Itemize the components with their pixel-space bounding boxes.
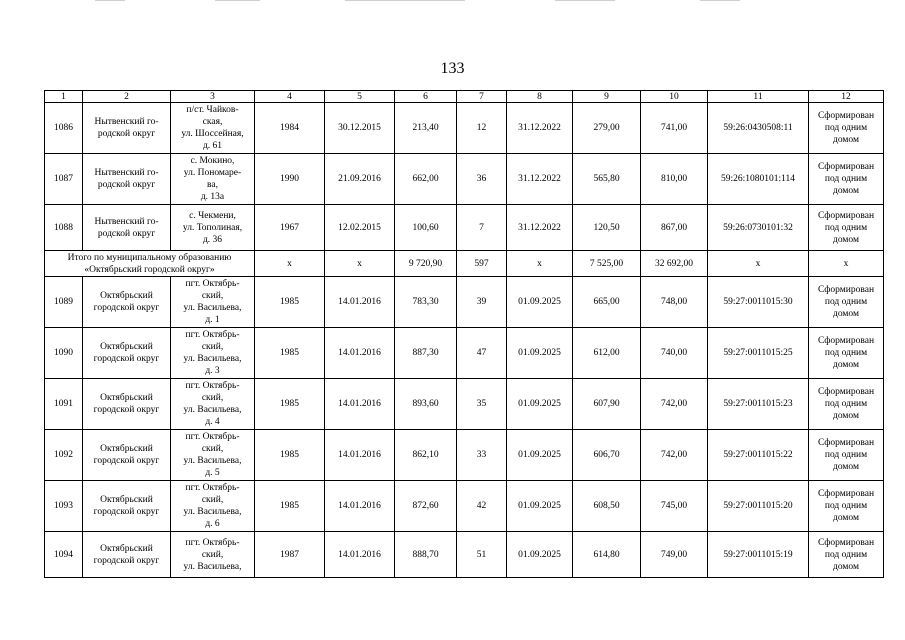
subtotal-cost: 32 692,00 xyxy=(641,251,708,277)
area-cell: 213,40 xyxy=(395,103,457,154)
date-cell: 21.09.2016 xyxy=(325,154,395,205)
year-cell: 1985 xyxy=(255,379,325,430)
column-number: 11 xyxy=(708,91,809,103)
table-row xyxy=(45,328,884,379)
subtotal-cell: x xyxy=(809,251,884,277)
table-row xyxy=(45,481,884,532)
subtotal-area: 9 720,90 xyxy=(395,251,457,277)
area-cell: 893,60 xyxy=(395,379,457,430)
address-cell: с. Мокино, ул. Пономаре- ва, д. 13а xyxy=(171,154,255,205)
column-number: 4 xyxy=(255,91,325,103)
residents-cell: 39 xyxy=(457,277,507,328)
row-number: 1092 xyxy=(45,430,83,481)
municipality-cell: Нытвенский го- родской округ xyxy=(83,103,171,154)
subtotal-cell: x xyxy=(325,251,395,277)
year-cell: 1987 xyxy=(255,532,325,578)
status-cell: Сформирован под одним домом xyxy=(809,379,884,430)
area-cell: 872,60 xyxy=(395,481,457,532)
area2-cell: 565,80 xyxy=(573,154,641,205)
area2-cell: 279,00 xyxy=(573,103,641,154)
area-cell: 862,10 xyxy=(395,430,457,481)
status-cell: Сформирован под одним домом xyxy=(809,103,884,154)
year-cell: 1967 xyxy=(255,205,325,251)
date-cell: 14.01.2016 xyxy=(325,532,395,578)
residents-cell: 47 xyxy=(457,328,507,379)
address-cell: пгт. Октябрь- ский, ул. Васильева, д. 6 xyxy=(171,481,255,532)
residents-cell: 35 xyxy=(457,379,507,430)
year-cell: 1985 xyxy=(255,430,325,481)
status-cell: Сформирован под одним домом xyxy=(809,277,884,328)
cadastral-cell: 59:27:0011015:20 xyxy=(708,481,809,532)
municipality-cell: Октябрьский городской округ xyxy=(83,430,171,481)
deadline-cell: 31.12.2022 xyxy=(507,205,573,251)
column-number: 5 xyxy=(325,91,395,103)
municipality-cell: Нытвенский го- родской округ xyxy=(83,205,171,251)
subtotal-row xyxy=(45,251,884,277)
table-row xyxy=(45,430,884,481)
row-number: 1089 xyxy=(45,277,83,328)
column-number: 3 xyxy=(171,91,255,103)
date-cell: 12.02.2015 xyxy=(325,205,395,251)
subtotal-cell: x xyxy=(507,251,573,277)
cost-cell: 742,00 xyxy=(641,379,708,430)
subtotal-cell: x xyxy=(255,251,325,277)
residents-cell: 12 xyxy=(457,103,507,154)
cost-cell: 749,00 xyxy=(641,532,708,578)
area2-cell: 606,70 xyxy=(573,430,641,481)
column-number: 2 xyxy=(83,91,171,103)
address-cell: пгт. Октябрь- ский, ул. Васильева, д. 5 xyxy=(171,430,255,481)
row-number: 1090 xyxy=(45,328,83,379)
cadastral-cell: 59:26:0730101:32 xyxy=(708,205,809,251)
subtotal-residents: 597 xyxy=(457,251,507,277)
subtotal-area2: 7 525,00 xyxy=(573,251,641,277)
municipality-cell: Октябрьский городской округ xyxy=(83,328,171,379)
year-cell: 1985 xyxy=(255,277,325,328)
column-number: 7 xyxy=(457,91,507,103)
year-cell: 1985 xyxy=(255,481,325,532)
table-row xyxy=(45,532,884,578)
deadline-cell: 01.09.2025 xyxy=(507,481,573,532)
date-cell: 30.12.2015 xyxy=(325,103,395,154)
area2-cell: 607,90 xyxy=(573,379,641,430)
column-number: 9 xyxy=(573,91,641,103)
status-cell: Сформирован под одним домом xyxy=(809,532,884,578)
scan-artifact xyxy=(345,0,465,1)
area-cell: 662,00 xyxy=(395,154,457,205)
area-cell: 888,70 xyxy=(395,532,457,578)
date-cell: 14.01.2016 xyxy=(325,481,395,532)
scan-artifact xyxy=(95,0,125,1)
status-cell: Сформирован под одним домом xyxy=(809,430,884,481)
area2-cell: 612,00 xyxy=(573,328,641,379)
housing-registry-table xyxy=(44,90,884,578)
deadline-cell: 01.09.2025 xyxy=(507,379,573,430)
area2-cell: 665,00 xyxy=(573,277,641,328)
column-number-row xyxy=(45,91,884,103)
cadastral-cell: 59:27:0011015:25 xyxy=(708,328,809,379)
table-row xyxy=(45,277,884,328)
municipality-cell: Октябрьский городской округ xyxy=(83,532,171,578)
cost-cell: 867,00 xyxy=(641,205,708,251)
deadline-cell: 01.09.2025 xyxy=(507,277,573,328)
row-number: 1088 xyxy=(45,205,83,251)
cadastral-cell: 59:27:0011015:22 xyxy=(708,430,809,481)
scan-artifact xyxy=(700,0,740,1)
subtotal-cell: x xyxy=(708,251,809,277)
residents-cell: 33 xyxy=(457,430,507,481)
cadastral-cell: 59:26:1080101:114 xyxy=(708,154,809,205)
area-cell: 783,30 xyxy=(395,277,457,328)
municipality-cell: Октябрьский городской округ xyxy=(83,481,171,532)
column-number: 12 xyxy=(809,91,884,103)
deadline-cell: 31.12.2022 xyxy=(507,154,573,205)
year-cell: 1985 xyxy=(255,328,325,379)
table-row xyxy=(45,154,884,205)
residents-cell: 7 xyxy=(457,205,507,251)
date-cell: 14.01.2016 xyxy=(325,328,395,379)
cost-cell: 810,00 xyxy=(641,154,708,205)
municipality-cell: Октябрьский городской округ xyxy=(83,277,171,328)
deadline-cell: 01.09.2025 xyxy=(507,532,573,578)
cadastral-cell: 59:26:0430508:11 xyxy=(708,103,809,154)
column-number: 8 xyxy=(507,91,573,103)
cost-cell: 745,00 xyxy=(641,481,708,532)
cost-cell: 740,00 xyxy=(641,328,708,379)
area2-cell: 614,80 xyxy=(573,532,641,578)
column-number: 10 xyxy=(641,91,708,103)
table-row xyxy=(45,205,884,251)
status-cell: Сформирован под одним домом xyxy=(809,328,884,379)
year-cell: 1990 xyxy=(255,154,325,205)
area2-cell: 608,50 xyxy=(573,481,641,532)
address-cell: пгт. Октябрь- ский, ул. Васильева, д. 4 xyxy=(171,379,255,430)
row-number: 1091 xyxy=(45,379,83,430)
date-cell: 14.01.2016 xyxy=(325,277,395,328)
deadline-cell: 01.09.2025 xyxy=(507,430,573,481)
table-row xyxy=(45,379,884,430)
address-cell: пгт. Октябрь- ский, ул. Васильева, xyxy=(171,532,255,578)
row-number: 1087 xyxy=(45,154,83,205)
scan-artifact xyxy=(555,0,615,1)
area-cell: 887,30 xyxy=(395,328,457,379)
cost-cell: 742,00 xyxy=(641,430,708,481)
municipality-cell: Нытвенский го- родской округ xyxy=(83,154,171,205)
address-cell: п/ст. Чайков- ская, ул. Шоссейная, д. 61 xyxy=(171,103,255,154)
address-cell: пгт. Октябрь- ский, ул. Васильева, д. 3 xyxy=(171,328,255,379)
scan-artifact xyxy=(215,0,260,1)
cadastral-cell: 59:27:0011015:23 xyxy=(708,379,809,430)
status-cell: Сформирован под одним домом xyxy=(809,205,884,251)
cost-cell: 748,00 xyxy=(641,277,708,328)
residents-cell: 51 xyxy=(457,532,507,578)
area2-cell: 120,50 xyxy=(573,205,641,251)
residents-cell: 42 xyxy=(457,481,507,532)
area-cell: 100,60 xyxy=(395,205,457,251)
table-row xyxy=(45,103,884,154)
page-number: 133 xyxy=(440,60,465,77)
deadline-cell: 31.12.2022 xyxy=(507,103,573,154)
row-number: 1093 xyxy=(45,481,83,532)
date-cell: 14.01.2016 xyxy=(325,379,395,430)
cadastral-cell: 59:27:0011015:30 xyxy=(708,277,809,328)
year-cell: 1984 xyxy=(255,103,325,154)
address-cell: с. Чекмени, ул. Тополиная, д. 36 xyxy=(171,205,255,251)
column-number: 6 xyxy=(395,91,457,103)
municipality-cell: Октябрьский городской округ xyxy=(83,379,171,430)
status-cell: Сформирован под одним домом xyxy=(809,154,884,205)
cost-cell: 741,00 xyxy=(641,103,708,154)
residents-cell: 36 xyxy=(457,154,507,205)
column-number: 1 xyxy=(45,91,83,103)
deadline-cell: 01.09.2025 xyxy=(507,328,573,379)
address-cell: пгт. Октябрь- ский, ул. Васильева, д. 1 xyxy=(171,277,255,328)
row-number: 1086 xyxy=(45,103,83,154)
status-cell: Сформирован под одним домом xyxy=(809,481,884,532)
date-cell: 14.01.2016 xyxy=(325,430,395,481)
cadastral-cell: 59:27:0011015:19 xyxy=(708,532,809,578)
subtotal-label: Итого по муниципальному образованию «Октябрьский городской округ» xyxy=(45,251,255,277)
row-number: 1094 xyxy=(45,532,83,578)
